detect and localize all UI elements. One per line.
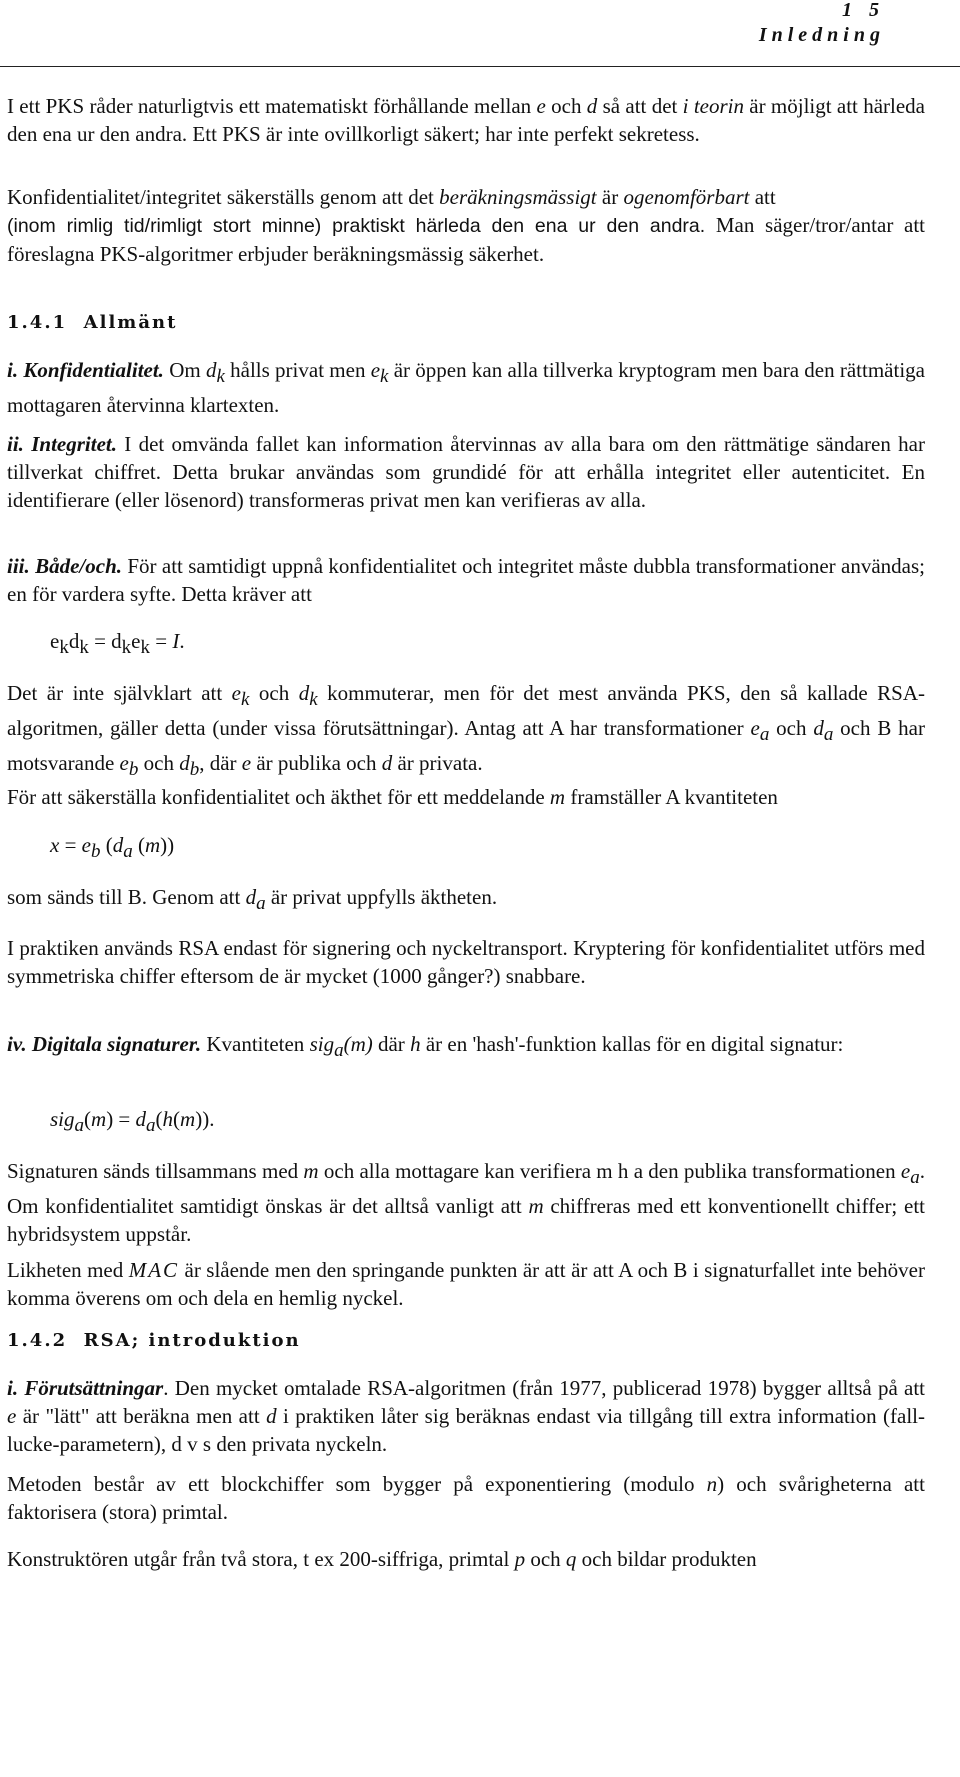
sub-a: a [759, 724, 770, 745]
section-number: 1.4.1 [7, 312, 68, 333]
operator: = [150, 629, 173, 653]
text: För att säkerställa konfidentialitet och äkthet för ett meddelande [7, 785, 550, 809]
sub-k: k [380, 366, 389, 387]
term-mac: MAC [128, 1258, 180, 1282]
var-e: e [7, 1404, 17, 1428]
paragraph-mac [7, 1256, 925, 1312]
var-e: e [370, 358, 381, 382]
text: ( [84, 1107, 92, 1131]
sub-k: k [121, 637, 132, 658]
text: och B har motsvarande [7, 716, 925, 775]
var-q: q [565, 1547, 577, 1571]
text: är en 'hash'-funktion kallas för en digital signatur: [420, 1032, 844, 1056]
var-d: d [381, 751, 393, 775]
sub-a: a [823, 724, 834, 745]
operator: ) = [106, 1107, 136, 1131]
sub-k: k [59, 637, 69, 658]
text: och [249, 681, 299, 705]
paragraph-konfidentialitet [7, 356, 925, 419]
var-m: m [180, 1107, 196, 1131]
sub-b: b [91, 841, 101, 862]
text: där [372, 1032, 411, 1056]
paragraph-intro-1 [7, 92, 925, 148]
text: är "lätt" att beräkna men att [16, 1404, 267, 1428]
paragraph-forutsattningar [7, 1374, 925, 1458]
page-number: 1 5 [842, 0, 885, 21]
var-e: e [536, 94, 546, 118]
operator: = [88, 629, 112, 653]
text: Signaturen sänds tillsammans med [7, 1159, 304, 1183]
sub-a: a [910, 1167, 920, 1188]
text: )). [195, 1107, 215, 1131]
text: kommuterar, men för det mest använda PKS, den så kallade RSA-algoritmen, gäller detta (under vissa förutsättningar). Antag att A har transformationer [7, 681, 925, 740]
label: iv. Digitala signaturer. [7, 1032, 202, 1056]
text: Konfidentialitet/integritet säkerställs genom att det [7, 185, 440, 209]
text: Man säger/tror/antar att föreslagna PKS-algoritmer erbjuder beräkningsmässig säkerhet. [7, 213, 926, 266]
var-sig: sig [309, 1032, 335, 1056]
text: ( [173, 1107, 181, 1131]
header-rule [0, 66, 960, 67]
var-d: d [245, 885, 257, 909]
text: Det är inte självklart att [7, 681, 232, 705]
label: iii. Både/och. [7, 554, 123, 578]
text: är öppen kan alla tillverka kryptogram men bara den rättmätiga mottagaren återvinna klartexten. [7, 358, 925, 417]
paragraph-digitala-signaturer [7, 1030, 925, 1065]
equation-1 [50, 627, 185, 662]
text: och [138, 751, 180, 775]
paragraph-kommuterar [7, 679, 925, 784]
operator: = [59, 833, 82, 857]
var-e: e [241, 751, 252, 775]
sub-a: a [74, 1115, 85, 1136]
var-m: m [145, 833, 161, 857]
sub-k: k [140, 637, 150, 658]
section-heading-1-4-1 [7, 309, 177, 337]
text: ( [100, 833, 113, 857]
text: chiffreras med ett konventionellt chiffer; ett hybridsystem uppstår. [7, 1194, 926, 1246]
var-p: p [514, 1547, 526, 1571]
var-m: m [303, 1159, 319, 1183]
var-e: e [231, 681, 241, 705]
paragraph-bade-och [7, 552, 925, 608]
text: och alla mottagare kan verifiera m h a den publika transformationen [318, 1159, 901, 1183]
text: Metoden består av ett blockchiffer som bygger på exponentiering (modulo [7, 1472, 707, 1496]
text: För att samtidigt uppnå konfidentialitet och integritet måste dubbla transformationer användas; en för vardera syfte. Detta kräver att [7, 554, 925, 606]
var-sig: sig [50, 1107, 75, 1131]
text: (inom rimlig tid/rimligt stort minne) praktiskt härleda den ena ur den andra. [7, 215, 706, 237]
equation-2 [50, 831, 174, 866]
text: är privat uppfylls äktheten. [265, 885, 498, 909]
paragraph-sands [7, 883, 925, 918]
sub-a: a [256, 893, 266, 914]
text: ( [132, 833, 145, 857]
text: och bildar produkten [576, 1547, 757, 1571]
text: att [749, 185, 776, 209]
chapter-title: Inledning [758, 24, 885, 46]
paragraph-sakerstalla [7, 783, 925, 811]
section-title: Allmänt [83, 312, 178, 333]
text: och [545, 94, 587, 118]
sub-a: a [146, 1115, 156, 1136]
text: Kvantiteten [201, 1032, 310, 1056]
var-m: (m) [343, 1032, 373, 1056]
text: Konstruktören utgår från två stora, t ex 200-siffriga, primtal [7, 1547, 515, 1571]
text: framställer A kvantiteten [565, 785, 778, 809]
var-d: d [813, 716, 824, 740]
var-h: h [162, 1107, 174, 1131]
label: i. Förutsättningar [7, 1376, 164, 1400]
text: är [596, 185, 624, 209]
sub-k: k [241, 689, 250, 710]
var-d: d [205, 358, 217, 382]
text: . Om konfidentialitet samtidigt önskas är det alltså vanligt att [7, 1159, 925, 1218]
text: som sänds till B. Genom att [7, 885, 246, 909]
paragraph-signaturen [7, 1157, 925, 1248]
text: hålls privat men [224, 358, 371, 382]
label: ii. Integritet. [7, 432, 117, 456]
text: är privata. [392, 751, 483, 775]
text: , där [199, 751, 242, 775]
var-m: m [549, 785, 566, 809]
var-e: e [750, 716, 760, 740]
var-e: e [119, 751, 129, 775]
text: Om [163, 358, 206, 382]
text: är möjligt att härleda den ena ur den andra. Ett PKS är inte ovillkorligt säkert; har inte perfekt sekretess. [7, 94, 925, 146]
emphasis: ogenomförbart [623, 185, 750, 209]
var-d: d [266, 1404, 277, 1428]
sub-b: b [128, 759, 139, 780]
equation-3 [50, 1105, 214, 1140]
emphasis: i teorin [682, 94, 744, 118]
var-e: e [900, 1159, 911, 1183]
text: Likheten med [7, 1258, 129, 1282]
var-n: n [706, 1472, 718, 1496]
sub-k: k [309, 689, 318, 710]
paragraph-metoden [7, 1470, 925, 1526]
text: . [179, 629, 185, 653]
var-d: d [298, 681, 310, 705]
text: i praktiken låter sig beräknas endast via tillgång till extra information (fall-lucke-parametern), d v s den privata nyckeln. [7, 1404, 925, 1456]
sub-b: b [189, 759, 200, 780]
paragraph-konstruktoren [7, 1545, 925, 1573]
text: ) och svårigheterna att faktorisera (stora) primtal. [7, 1472, 925, 1524]
var-e: e [81, 833, 91, 857]
text: )) [160, 833, 175, 857]
paragraph-integritet [7, 430, 925, 514]
sub-a: a [123, 841, 133, 862]
section-title: RSA; introduktion [83, 1330, 301, 1351]
var-d: d [135, 1107, 147, 1131]
text: är slående men den springande punkten är att är att A och B i signaturfallet inte behöver komma överens om och dela en hemlig nyckel. [7, 1258, 925, 1310]
section-heading-1-4-2 [7, 1327, 301, 1355]
emphasis: beräkningsmässigt [439, 185, 597, 209]
text: I det omvända fallet kan information återvinnas av alla bara om den rättmätige sändaren har tillverkat chiffret. Detta brukar användas som grundidé för att erhålla integritet eller autenticitet. En identifierare (eller lösenord) transformeras privat men kan verifieras av alla. [7, 432, 925, 512]
sub-k: k [79, 637, 89, 658]
var-x: x [50, 833, 60, 857]
text: och [769, 716, 814, 740]
paragraph-praktiken: I praktiken används RSA endast för signering och nyckeltransport. Kryptering för konfidentialitet utförs med symmetriska chiffer eftersom de är mycket (1000 gånger?) snabbare. [7, 936, 925, 988]
var-h: h [410, 1032, 421, 1056]
var-I: I [172, 629, 180, 653]
var-d: d [112, 833, 124, 857]
text: så att det [597, 94, 683, 118]
var-d: d [68, 629, 80, 653]
var-e: e [50, 629, 60, 653]
var-m: m [91, 1107, 107, 1131]
label: i. Konfidentialitet. [7, 358, 164, 382]
section-number: 1.4.2 [7, 1330, 68, 1351]
text: och [525, 1547, 566, 1571]
var-d: d [179, 751, 190, 775]
sub-k: k [216, 366, 225, 387]
text: ( [155, 1107, 163, 1131]
text: . Den mycket omtalade RSA-algoritmen (från 1977, publicerad 1978) bygger alltså på att [163, 1376, 926, 1400]
sub-a: a [334, 1040, 344, 1061]
text: I ett PKS råder naturligtvis ett matematiskt förhållande mellan [7, 94, 537, 118]
var-d: d [111, 629, 122, 653]
var-m: m [528, 1194, 544, 1218]
var-d: d [586, 94, 598, 118]
paragraph-intro-2 [7, 183, 925, 268]
var-e: e [131, 629, 141, 653]
text: är publika och [251, 751, 382, 775]
